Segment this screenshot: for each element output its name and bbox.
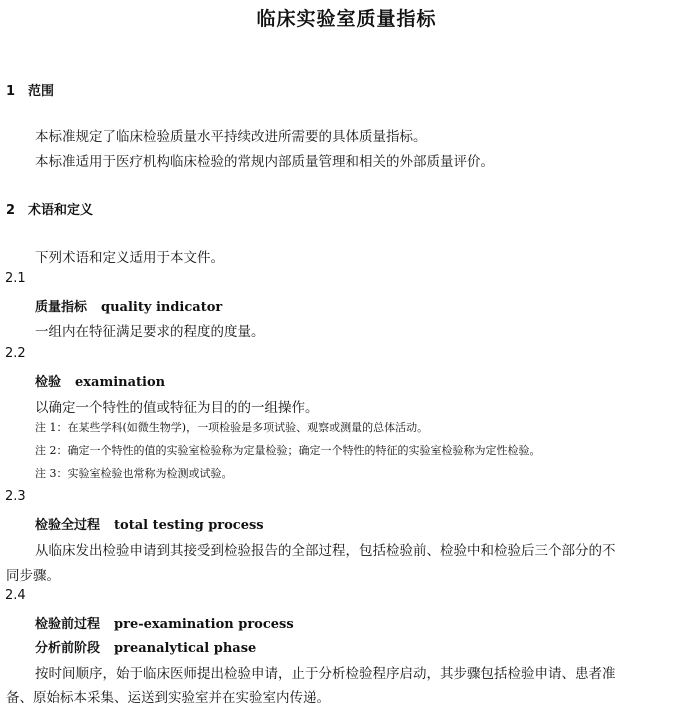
terms-intro: 下列术语和定义适用于本文件。	[35, 250, 224, 266]
clause-number: 2.3	[5, 489, 26, 504]
term-english: examination	[75, 375, 166, 390]
term-chinese: 检验全过程	[35, 518, 101, 533]
term-entry	[35, 296, 222, 315]
term-definition: 以确定一个特性的值或特征为目的的一组操作。	[35, 400, 319, 416]
term-note: 注 3：实验室检验也常称为检测或试验。	[35, 467, 233, 480]
alt-term-entry	[35, 637, 256, 656]
section-number: 1	[6, 84, 16, 99]
clause-number: 2.2	[5, 346, 26, 361]
term-definition-line: 备、原始标本采集、运送到实验室并在实验室内传递。	[6, 690, 330, 706]
alt-term-chinese: 分析前阶段	[35, 641, 101, 656]
term-entry	[35, 371, 165, 390]
page-title: 临床实验室质量指标	[256, 8, 437, 30]
scope-paragraph-1: 本标准规定了临床检验质量水平持续改进所需要的具体质量指标。	[35, 129, 427, 145]
section-heading-scope	[6, 80, 54, 99]
term-entry	[35, 514, 264, 533]
section-number: 2	[6, 203, 16, 218]
clause-number: 2.1	[5, 271, 26, 286]
term-entry	[35, 613, 294, 632]
section-title: 范围	[28, 84, 55, 99]
term-chinese: 质量指标	[35, 300, 88, 315]
term-definition-line: 从临床发出检验申请到其接受到检验报告的全部过程，包括检验前、检验中和检验后三个部分的不	[35, 543, 616, 559]
term-note: 注 1：在某些学科(如微生物学)，一项检验是多项试验、观察或测量的总体活动。	[35, 421, 429, 434]
term-definition-line: 同步骤。	[6, 568, 60, 584]
term-definition-line: 按时间顺序，始于临床医师提出检验申请，止于分析检验程序启动，其步骤包括检验申请、患者准	[35, 666, 616, 682]
alt-term-english: preanalytical phase	[114, 641, 257, 656]
section-heading-terms	[6, 199, 93, 218]
term-chinese: 检验前过程	[35, 617, 101, 632]
term-chinese: 检验	[35, 375, 62, 390]
term-english: total testing process	[114, 518, 264, 533]
clause-number: 2.4	[5, 588, 26, 603]
term-english: pre-examination process	[114, 617, 294, 632]
term-note: 注 2：确定一个特性的值的实验室检验称为定量检验；确定一个特性的特征的实验室检验称为定性检验。	[35, 444, 541, 457]
term-definition: 一组内在特征满足要求的程度的度量。	[35, 324, 265, 340]
section-title: 术语和定义	[28, 203, 94, 218]
scope-paragraph-2: 本标准适用于医疗机构临床检验的常规内部质量管理和相关的外部质量评价。	[35, 154, 494, 170]
term-english: quality indicator	[101, 300, 223, 315]
